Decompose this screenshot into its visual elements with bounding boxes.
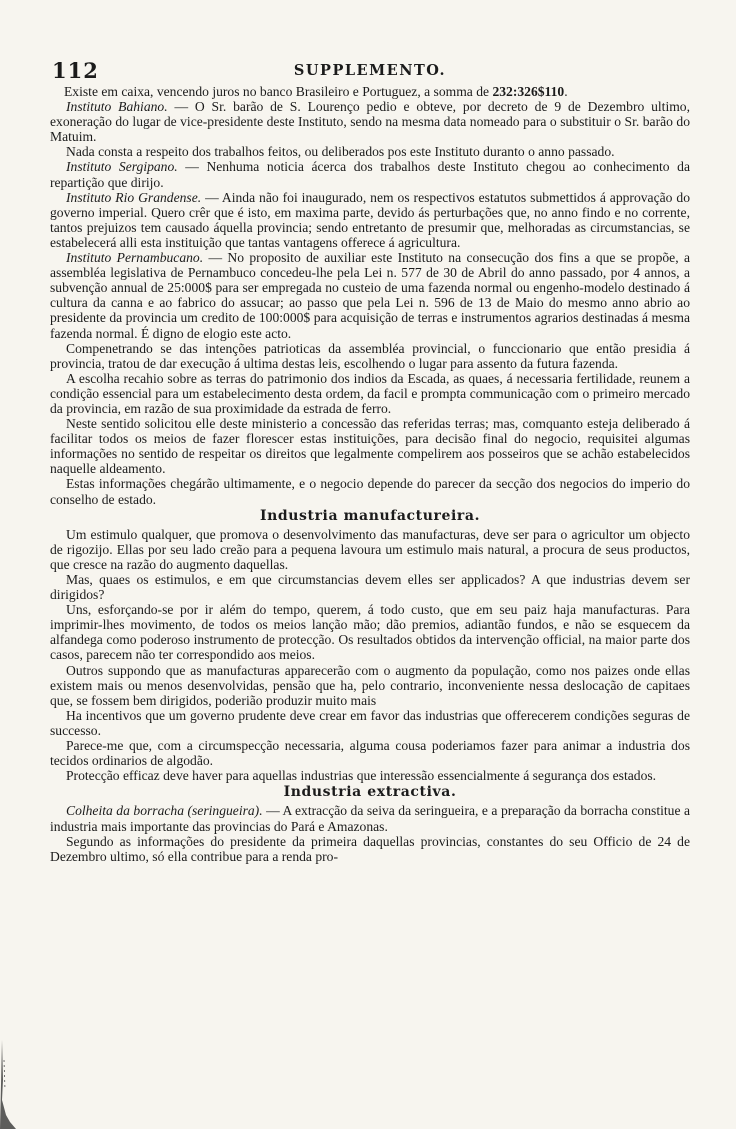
paragraph-segundo: Segundo as informações do presidente da primeira daquellas provincias, constantes do seu Officio de 24 de Dezembro ultimo, só ella contribue para a renda pro- bbox=[50, 833, 690, 864]
paragraph-manuf-6: Parece-me que, com a circumspecção necessaria, alguma cousa poderiamos fazer para animar a industria dos tecidos ordinarios de algodão. bbox=[50, 738, 690, 769]
paragraph-manuf-7: Protecção efficaz deve haver para aquellas industrias que interessão essencialmente á segurança dos estados. bbox=[66, 768, 657, 784]
text-escolha: A escolha recahio sobre as terras do patrimonio dos indios da Escada, as quaes, á necessaria fertilidade, reunem a condição essencial para um estabelecimento desta ordem, da facil e prompta communicação com o primeiro mercado da provincia, em razão de sua proximidade da estrada de ferro. bbox=[50, 370, 690, 416]
paragraph-manuf-4: Outros suppondo que as manufacturas apparecerão com o augmento da população, como nos paizes onde ellas existem mais ou menos desenvolvidas, pensão que ha, pelo contrario, inconveniente nessa deslocação de capitaes que, se fossem bem dirigidos, poderião produzir muito mais bbox=[50, 662, 690, 708]
paragraph-bahiano-2 bbox=[50, 144, 690, 159]
paragraph-manuf-3: Uns, esforçando-se por ir além do tempo, querem, á todo custo, que em seu paiz haja manufacturas. Para imprimir-lhes movimento, de todos os meios lanção mão; dão premios, adiantão fundos, e não se esquecem da alfandega como poderoso instrumento de protecção. Os resultados obtidos da intervenção official, na maior parte dos casos, parecem não ter correspondido aos meios. bbox=[50, 602, 690, 663]
text-bahiano-2: Nada consta a respeito dos trabalhos feitos, ou deliberados pos este Instituto duranto o anno passado. bbox=[66, 144, 615, 160]
text-borracha: — A extracção da seiva da seringueira, e a preparação da borracha constitue a industria mais importante das provincias do Pará e Amazonas. bbox=[50, 803, 690, 834]
lead-sergipano: Instituto Sergipano. bbox=[66, 159, 178, 175]
paragraph-bahiano bbox=[50, 99, 690, 144]
intro-paragraph bbox=[50, 84, 690, 99]
heading-extractiva: Industria extractiva. bbox=[283, 784, 457, 801]
lead-bahiano: Instituto Bahiano. bbox=[66, 99, 168, 115]
paragraph-manuf-5: Ha incentivos que um governo prudente deve crear em favor das industrias que offerecerem condições seguras de successo. bbox=[50, 707, 690, 738]
paragraph-manuf-1: Um estimulo qualquer, que promova o desenvolvimento das manufacturas, deve ser para o agricultor um objecto de rigozijo. Ellas por seu lado creão para a pequena lavoura um estimulo mais natural, a procura de seus productos, que cresce na razão do augmento daquellas. bbox=[50, 526, 690, 572]
intro-amount: 232:326$110 bbox=[492, 84, 565, 99]
page-header bbox=[50, 58, 690, 83]
page-body bbox=[50, 84, 690, 864]
text-sergipano: — Nenhuma noticia ácerca dos trabalhos deste Instituto chegou ao conhecimento da repartição que dirijo. bbox=[50, 159, 690, 190]
running-head: SUPPLEMENTO. bbox=[293, 62, 447, 79]
text-neste-sentido: Neste sentido solicitou elle deste ministerio a concessão das referidas terras; mas, comquanto esteja deliberado á facilitar todos os meios de fazer florescer estas instituições, para decisão final do negocio, requisitei algumas informações no sentido de respeitar os direitos que legalmente compelirem aos posseiros que se achão estabelecidos naquelle aldeamento. bbox=[50, 416, 690, 477]
page-number: 112 bbox=[52, 58, 99, 83]
paragraph-borracha bbox=[50, 803, 690, 833]
intro-text-a: Existe em caixa, vencendo juros no banco Brasileiro e Portuguez, a somma de bbox=[64, 84, 493, 99]
margin-binding-mark bbox=[0, 1040, 20, 1129]
lead-pernambucano: Instituto Pernambucano. bbox=[66, 250, 204, 266]
intro-text-b: . bbox=[564, 84, 568, 99]
paragraph-pernambucano bbox=[50, 250, 690, 341]
paragraph-escolha bbox=[50, 371, 690, 416]
paragraph-rio-grandense bbox=[50, 190, 690, 250]
paragraph-manuf-2: Mas, quaes os estimulos, e em que circumstancias devem elles ser applicados? A que industrias devem ser dirigidos? bbox=[50, 572, 690, 603]
lead-rio-grandense: Instituto Rio Grandense. bbox=[66, 189, 202, 205]
text-bahiano: — O Sr. barão de S. Lourenço pedio e obteve, por decreto de 9 de Dezembro ultimo, exoneração do lugar de vice-presidente deste Instituto, sendo na mesma data nomeado para o substituir o Sr. barão do Matuim. bbox=[50, 99, 690, 145]
paragraph-sergipano bbox=[50, 159, 690, 189]
text-rio-grandense: — Ainda não foi inaugurado, nem os respectivos estatutos submettidos á approvação do governo imperial. Quero crêr que é isto, em maxima parte, devido ás perturbações que, no anno findo e no corrente, tantos prejuizos tem causado áquella provincia; sendo entretanto de presumir que, melhoradas as circumstancias, se estabelecerá alli esta instituição que tantas vantagens offerece á agricultura. bbox=[50, 189, 690, 250]
text-informacoes: Estas informações chegárão ultimamente, e o negocio depende do parecer da secção dos negocios do imperio do conselho de estado. bbox=[50, 476, 690, 507]
text-pernambucano: — No proposito de auxiliar este Instituto na consecução dos fins a que se propõe, a assembléa legislativa de Pernambuco concedeu-lhe pela Lei n. 577 de 30 de Abril do anno passado, por 4 annos, a subvenção annual de 25:000$ para ser empregada no custeio de uma fazenda normal ou engenho-modelo destinado á cultura da canna e ao fabrico do assucar; ao passo que pela Lei n. 596 de 13 de Maio do mesmo anno abrio ao presidente da provincia um credito de 100:000$ para acquisição de terras e instrumentos agrarios destinadas á mesma fazenda normal. É digno de elogio este acto. bbox=[50, 250, 690, 341]
lead-borracha: Colheita da borracha (seringueira). bbox=[66, 803, 263, 819]
paragraph-compenetrando bbox=[50, 341, 690, 371]
paragraph-neste-sentido bbox=[50, 416, 690, 476]
heading-manufactureira: Industria manufactureira. bbox=[259, 507, 481, 524]
paragraph-informacoes bbox=[50, 476, 690, 506]
text-compenetrando: Compenetrando se das intenções patrioticas da assembléa provincial, o funccionario que então presidia á provincia, tratou de dar execução á ultima destas leis, escolhendo o lugar para assento da futura fazenda. bbox=[50, 340, 690, 371]
